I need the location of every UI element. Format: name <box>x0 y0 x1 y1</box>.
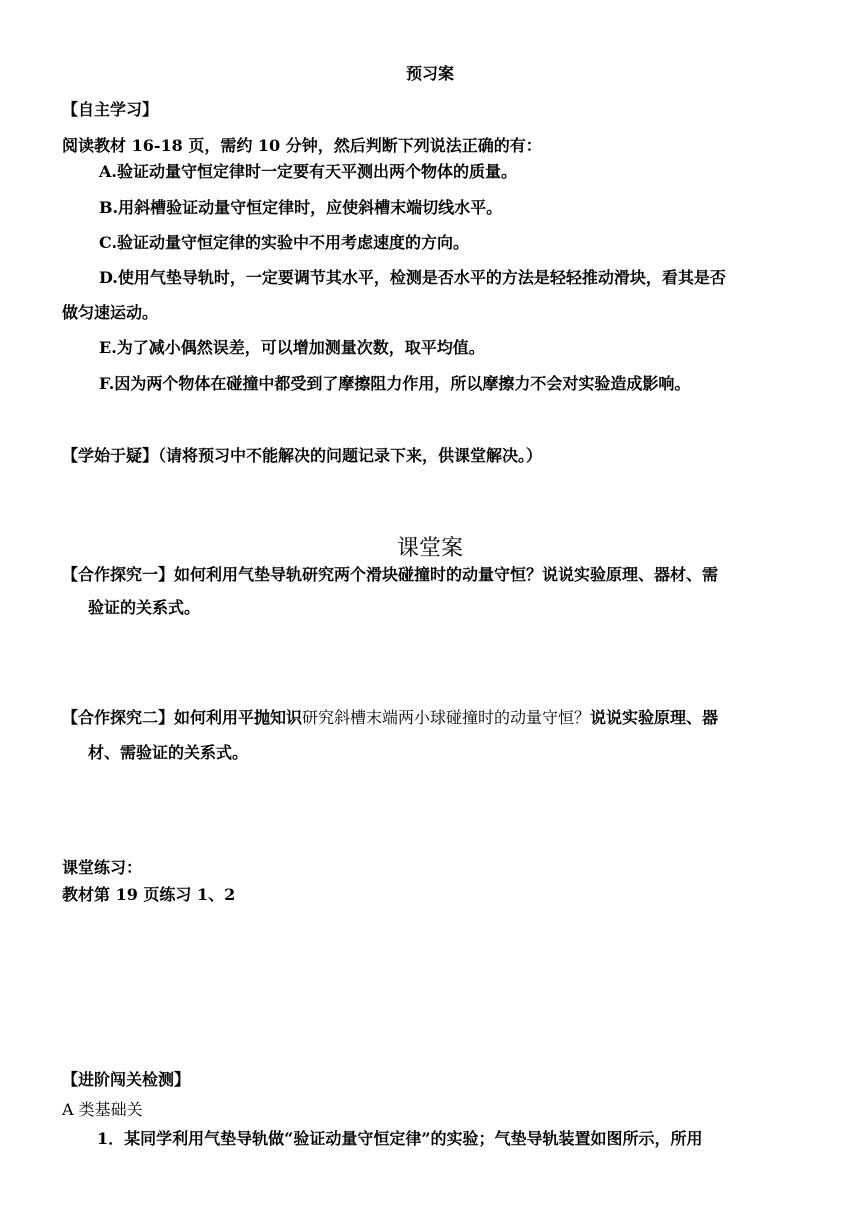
option-f: F.因为两个物体在碰撞中都受到了摩擦阻力作用，所以摩擦力不会对实验造成影响。 <box>99 374 691 393</box>
reading-instruction: 阅读教材 16-18 页，需约 10 分钟，然后判断下列说法正确的有： <box>62 136 542 155</box>
explore-two-heading: 【合作探究二】 <box>62 708 175 727</box>
explore-two-text-part1: 如何利用平抛知识 <box>174 708 303 727</box>
level-a-label: A 类基础关 <box>62 1100 143 1119</box>
explore-two <box>62 708 718 728</box>
self-study-heading: 【自主学习】 <box>62 100 159 119</box>
option-e: E.为了减小偶然误差，可以增加测量次数，取平均值。 <box>99 338 485 357</box>
question-1: 1．某同学利用气垫导轨做“验证动量守恒定律”的实验；气垫导轨装置如图所示，所用 <box>97 1129 703 1148</box>
option-d: D.使用气垫导轨时，一定要调节其水平，检测是否水平的方法是轻轻推动滑块，看其是否 <box>99 268 726 287</box>
explore-one <box>62 565 718 585</box>
option-b: B.用斜槽验证动量守恒定律时，应使斜槽末端切线水平。 <box>99 198 503 217</box>
option-d-continued: 做匀速运动。 <box>62 303 159 322</box>
doubt-section <box>62 446 542 466</box>
explore-two-continued: 材、需验证的关系式。 <box>88 743 249 762</box>
practice-text: 教材第 19 页练习 1、2 <box>62 885 236 904</box>
doubt-heading: 【学始于疑】 <box>62 446 159 465</box>
explore-one-text: 如何利用气垫导轨研究两个滑块碰撞时的动量守恒？说说实验原理、器材、需 <box>174 565 719 584</box>
explore-one-continued: 验证的关系式。 <box>88 598 201 617</box>
option-a: A.验证动量守恒定律时一定要有天平测出两个物体的质量。 <box>99 162 517 181</box>
explore-two-text-part3: 说说实验原理、器 <box>590 708 719 727</box>
explore-two-text-part2: 研究斜槽末端两小球碰撞时的动量守恒？ <box>302 708 591 727</box>
explore-one-heading: 【合作探究一】 <box>62 565 175 584</box>
practice-heading: 课堂练习： <box>62 858 143 877</box>
doubt-text: （请将预习中不能解决的问题记录下来，供课堂解决。） <box>158 446 543 465</box>
preview-title: 预习案 <box>405 64 454 83</box>
option-c: C.验证动量守恒定律的实验中不用考虑速度的方向。 <box>99 233 470 252</box>
classroom-title: 课堂案 <box>396 536 463 561</box>
advanced-heading: 【进阶闯关检测】 <box>62 1070 191 1089</box>
